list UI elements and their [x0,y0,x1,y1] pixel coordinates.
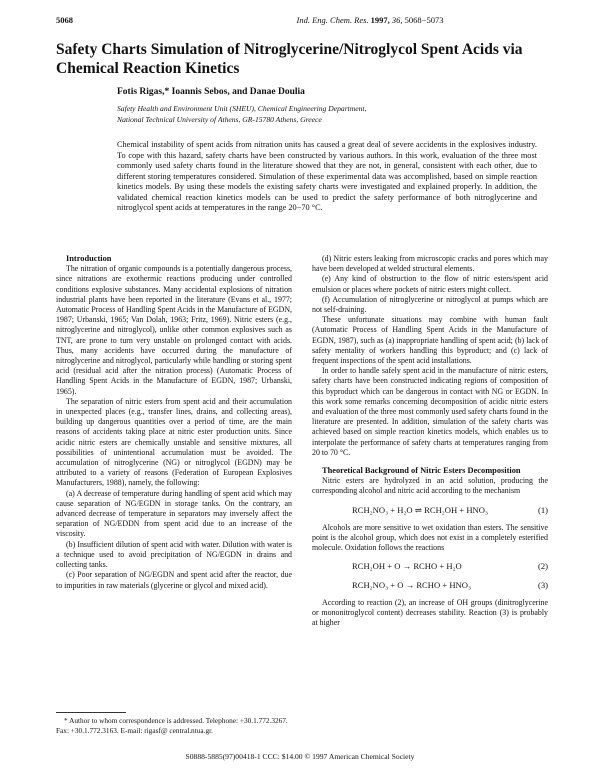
theory-heading: Theoretical Background of Nitric Esters Decomposition [322,466,521,476]
copyright-footer: S0888-5885(97)00418-1 CCC: $14.00 © 1997 American Chemical Society [185,752,415,761]
equation-3-body: RCH₂NO₃ + O → RCHO + HNO₃ [352,579,471,590]
reason-item-a: (a) A decrease of temperature during handling of spent acid which may cause separation of NG/EGDN in storage tanks. On the contrary, an advanced decrease of temperature in separators may inversely affect the separation of NG/EDDN from spent acid due to an increase of the viscosity. [56,488,292,539]
equation-1-number: (1) [537,504,548,515]
author-list: Fotis Rigas,* Ioannis Sebos, and Danae Doulia [117,87,305,97]
introduction-heading: Introduction [66,254,112,263]
equation-2-number: (2) [537,561,548,572]
footnote-divider [56,712,126,713]
reason-item-f: (f) Accumulation of nitroglycerine or nitroglycol at pumps which are not self-draining. [312,294,548,315]
journal-name: Ind. Eng. Chem. Res. [296,15,369,25]
equation-2 [312,561,548,571]
affiliation-line-2: National Technical University of Athens, GR-15780 Athens, Greece [117,114,322,124]
intro-paragraph-1: The nitration of organic compounds is a potentially dangerous process, since nitrations are exothermic reactions producing under controlled conditions explosive substances. Many accidental explosions of nitration industrial plants have been reported in the literature (Evans et al., 1977; Automatic Process of Handling Spent Acids in the Manufacture of EGDN, 1987; Urbanski, 1965; Van Dolah, 1963; Fritz, 1969). Nitric esters (e.g., nitroglycerine and nitroglycol), unlike other common explosives such as TNT, are prone to turn very unstable on prolonged contact with acids. Thus, many accidents have occurred during the manufacture of nitroglycerine and nitroglycol, particularly while handling or storing spent acid (residual acid after the nitration process) (Automatic Process of Handling Spent Acids in the Manufacture of EGDN, 1987; Urbanski, 1965). [56,264,292,396]
safety-charts-paragraph: In order to handle safely spent acid in the manufacture of nitric esters, safety charts have been constructed indicating regions of composition of this byproduct which can be dangerous in contact with NG or EGDN. In this work some remarks concerning decomposition of acidic nitric esters and evaluation of the three most commonly used safety charts found in the literature are presented. In addition, simulation of the safety charts was achieved based on simple reaction kinetics models, which enables us to interpolate the performance of safety charts at temperatures ranging from 20 to 70 °C. [312,366,548,457]
affiliation-line-1: Safety Health and Environment Unit (SHEU), Chemical Engineering Department, [117,104,367,113]
right-column [312,254,548,629]
reason-item-b: (b) Insufficient dilution of spent acid with water. Dilution with water is a technique used to avoid precipitation of NG/EGDN in drains and collecting tanks. [56,539,292,570]
reason-item-e: (e) Any kind of obstruction to the flow of nitric esters/spent acid emulsion or places where pockets of nitric esters might collect. [312,274,548,294]
equation-1-body: RCH₂NO₃ + H₂O ⇌ RCH₂OH + HNO₃ [352,504,488,515]
left-column [56,254,292,591]
page-number: 5068 [56,15,73,25]
affiliation [117,104,537,125]
hydrolysis-paragraph: Nitric esters are hydrolyzed in an acid solution, producing the corresponding alcohol and nitric acid according to the mechanism [312,476,548,496]
paper-title: Safety Charts Simulation of Nitroglycerine/Nitroglycol Spent Acids via Chemical Reaction Kinetics [56,41,523,77]
reason-item-d: (d) Nitric esters leaking from microscopic cracks and pores which may have been developed at welded structural elements. [312,254,548,274]
journal-pages: 5068−5073 [404,15,444,25]
journal-citation [200,15,540,25]
equation-3 [312,580,548,590]
correspondence-footnote: * Author to whom correspondence is addressed. Telephone: +30.1.772.3267. Fax: +30.1.772.3163. E-mail: rigasf@ central.ntua.gr. [56,716,288,735]
equation-1 [312,505,548,515]
alcohols-paragraph: Alcohols are more sensitive to wet oxidation than esters. The sensitive point is the alcohol group, which does not exist in a completely esterified molecule. Oxidation follows the reactions [312,522,548,553]
human-fault-paragraph: These unfortunate situations may combine with human fault (Automatic Process of Handling Spent Acids in the Manufacture of EGDN, 1987), such as (a) inappropriate handling of spent acid; (b) lack of safety mentality of workers handling this byproduct; and (c) lack of frequent inspections of the spent acid installations. [312,315,548,366]
oh-groups-paragraph: According to reaction (2), an increase of OH groups (dinitroglycerine or mononitroglycol content) decreases stability. Reaction (3) is probably at higher [312,597,548,628]
journal-year: 1997, [370,15,390,25]
abstract: Chemical instability of spent acids from nitration units has caused a great deal of severe accidents in the explosives industry. To cope with this hazard, safety charts have been constructed by various authors. In this work, evaluation of the three most commonly used safety charts found in the literature showed that they are not, in general, consistent with each other, due to different storing temperatures considered. Simulation of these experimental data was accomplished, based on simple reaction kinetics models. By using these models the existing safety charts were investigated and explained properly. In addition, the validated chemical reaction kinetics models can be used to predict the safety performance of both nitroglycerine and nitroglycol spent acids at temperatures in the range 20−70 °C. [117,140,537,212]
intro-paragraph-2: The separation of nitric esters from spent acid and their accumulation in unexpected places (e.g., transfer lines, drains, and collecting areas), building up dangerous quantities over a period of time, are the main reasons of accidents taking place at nitric ester production units. Since acidic nitric esters are chemically unstable and sensitive mixtures, all possibilities of unintentional accumulation must be avoided. The accumulation of nitroglycerine (NG) or nitroglycol (EGDN) may be attributed to a variety of reasons (Federation of European Explosives Manufacturers, 1988), namely, the following: [56,396,292,488]
journal-volume: 36, [391,15,403,25]
reason-item-c: (c) Poor separation of NG/EGDN and spent acid after the reactor, due to impurities in raw materials (glycerine or glycol and mixed acid). [56,570,292,590]
equation-2-body: RCH₂OH + O → RCHO + H₂O [352,561,462,572]
equation-3-number: (3) [537,579,548,590]
